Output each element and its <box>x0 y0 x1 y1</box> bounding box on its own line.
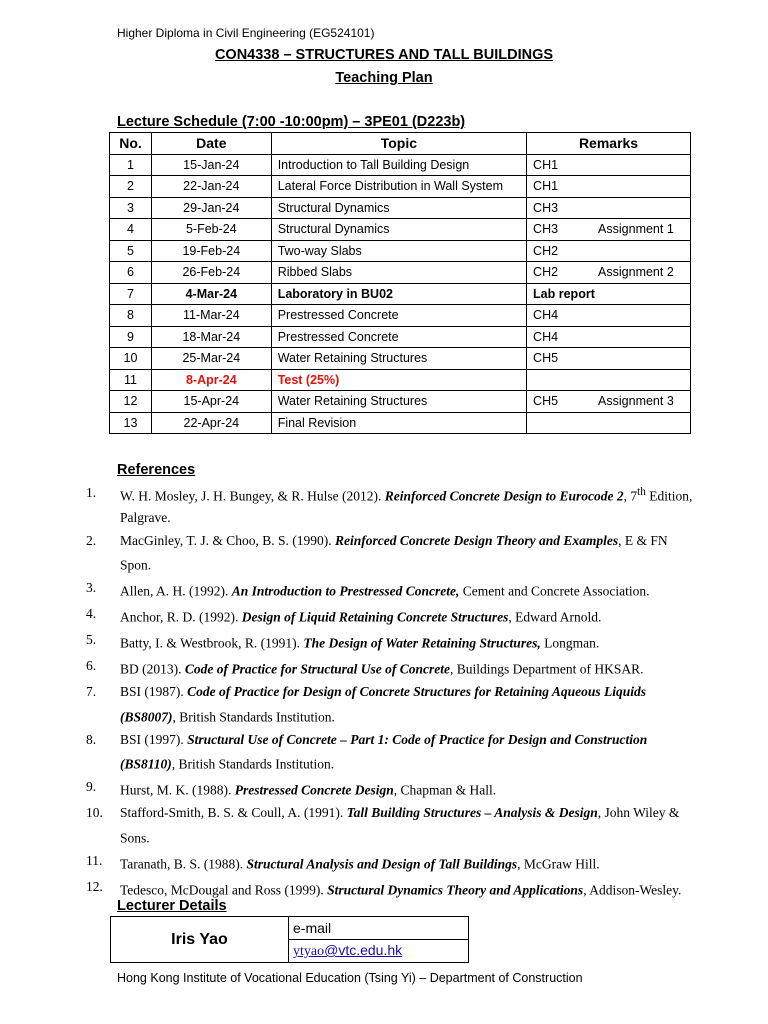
reference-publisher: , British Standards Institution. <box>171 756 335 772</box>
table-row <box>110 283 691 305</box>
reference-publisher: , Chapman & Hall. <box>393 782 497 798</box>
row-date: 19-Feb-24 <box>151 240 271 262</box>
reference-authors: Anchor, R. D. (1992). <box>120 609 242 625</box>
row-remarks <box>527 219 691 241</box>
reference-number: 1. <box>86 485 97 500</box>
remarks-chapter: CH5 <box>533 351 559 366</box>
schedule-heading: Lecture Schedule (7:00 -10:00pm) – 3PE01 (D223b) <box>117 114 466 130</box>
reference-text <box>120 530 698 577</box>
reference-number: 7. <box>86 684 97 699</box>
row-number: 4 <box>110 219 152 241</box>
remarks-chapter: CH4 <box>533 329 559 344</box>
remarks-note: Assignment 3 <box>598 394 674 409</box>
reference-publisher: , 7 <box>623 488 638 504</box>
table-row <box>110 262 691 284</box>
reference-title: Structural Analysis and Design of Tall Buildings <box>246 856 518 871</box>
reference-title: An Introduction to Prestressed Concrete, <box>231 583 460 599</box>
reference-item <box>86 577 698 602</box>
table-header-row <box>110 133 691 155</box>
remarks-chapter: CH2 <box>533 243 559 258</box>
remarks-chapter: CH3 <box>533 222 559 237</box>
row-remarks <box>527 348 691 370</box>
reference-item <box>86 776 698 801</box>
row-remarks <box>527 283 691 305</box>
row-topic: Ribbed Slabs <box>271 262 526 284</box>
plan-title: Teaching Plan <box>335 70 433 86</box>
row-date: 22-Apr-24 <box>151 412 271 434</box>
table-row <box>110 305 691 327</box>
reference-number: 5. <box>86 632 97 647</box>
row-topic: Structural Dynamics <box>271 219 526 241</box>
row-date: 5-Feb-24 <box>151 219 271 241</box>
row-remarks <box>527 326 691 348</box>
reference-authors: BSI (1997). <box>120 731 188 747</box>
table-row <box>110 154 691 176</box>
row-number: 7 <box>110 283 152 305</box>
reference-item <box>86 482 698 529</box>
row-number: 1 <box>110 154 152 176</box>
reference-number: 6. <box>86 658 97 673</box>
reference-superscript: th <box>637 486 646 498</box>
reference-number: 4. <box>86 606 97 621</box>
remarks-chapter: CH1 <box>533 179 559 194</box>
row-remarks <box>527 412 691 434</box>
reference-publisher: Longman. <box>540 635 600 651</box>
reference-item <box>86 603 698 628</box>
row-topic: Laboratory in BU02 <box>271 283 526 305</box>
remarks-chapter: CH1 <box>533 157 559 172</box>
table-row <box>110 176 691 198</box>
row-date: 18-Mar-24 <box>151 326 271 348</box>
reference-text <box>120 681 698 728</box>
row-number: 9 <box>110 326 152 348</box>
reference-number: 10. <box>86 805 103 820</box>
remarks-chapter: Lab report <box>533 286 595 301</box>
reference-number: 9. <box>86 779 97 794</box>
schedule-body <box>110 154 691 434</box>
references-heading: References <box>117 462 196 478</box>
table-row <box>110 326 691 348</box>
reference-title: Tall Building Structures – Analysis & Design <box>346 805 598 820</box>
reference-title: Structural Use of Concrete – Part 1: Code of Practice for Design and Construction (BS8110) <box>120 731 648 772</box>
email-domain: @vtc.edu.hk <box>324 942 403 958</box>
row-date: 15-Jan-24 <box>151 154 271 176</box>
lecturer-heading: Lecturer Details <box>117 898 227 914</box>
reference-authors: Tedesco, McDougal and Ross (1999). <box>120 882 328 897</box>
row-date: 15-Apr-24 <box>151 391 271 413</box>
reference-publisher: , McGraw Hill. <box>517 856 600 871</box>
reference-publisher: , E & FN Spon. <box>120 532 668 573</box>
row-topic: Final Revision <box>271 412 526 434</box>
reference-authors: MacGinley, T. J. & Choo, B. S. (1990). <box>120 532 335 548</box>
row-topic: Structural Dynamics <box>271 197 526 219</box>
row-topic: Prestressed Concrete <box>271 305 526 327</box>
reference-authors: Taranath, B. S. (1988). <box>120 856 247 871</box>
reference-title: Code of Practice for Design of Concrete Structures for Retaining Aqueous Liquids (BS8007) <box>120 684 647 724</box>
remarks-chapter: CH3 <box>533 200 559 215</box>
row-topic: Prestressed Concrete <box>271 326 526 348</box>
reference-publisher: , Edward Arnold. <box>508 609 602 625</box>
email-user: ytyao <box>293 944 325 959</box>
row-number: 8 <box>110 305 152 327</box>
reference-number: 2. <box>86 532 97 548</box>
row-number: 5 <box>110 240 152 262</box>
row-number: 6 <box>110 262 152 284</box>
reference-text <box>120 776 698 801</box>
reference-text <box>120 655 698 680</box>
reference-item <box>86 876 698 901</box>
row-topic: Introduction to Tall Building Design <box>271 154 526 176</box>
reference-number: 8. <box>86 731 97 747</box>
reference-item <box>86 729 698 776</box>
row-remarks <box>527 154 691 176</box>
reference-number: 11. <box>86 852 103 868</box>
reference-title: Reinforced Concrete Design Theory and Examples <box>335 532 619 548</box>
reference-item <box>86 530 698 577</box>
reference-item <box>86 681 698 728</box>
reference-item <box>86 629 698 654</box>
course-title: CON4338 – STRUCTURES AND TALL BUILDINGS <box>214 47 554 63</box>
reference-title: Prestressed Concrete Design <box>234 782 394 798</box>
email-label: e-mail <box>289 917 469 940</box>
reference-text <box>120 577 698 602</box>
reference-text <box>120 603 698 628</box>
row-number: 3 <box>110 197 152 219</box>
reference-title: Code of Practice for Structural Use of Concrete <box>184 661 450 677</box>
row-number: 12 <box>110 391 152 413</box>
row-date: 22-Jan-24 <box>151 176 271 198</box>
row-remarks <box>527 305 691 327</box>
reference-publisher: , British Standards Institution. <box>172 709 335 724</box>
reference-item <box>86 802 698 849</box>
reference-publisher-cont: Edition, Palgrave. <box>120 488 693 525</box>
row-topic: Test (25%) <box>271 369 526 391</box>
remarks-chapter: CH2 <box>533 265 559 280</box>
reference-authors: Stafford-Smith, B. S. & Coull, A. (1991). <box>120 805 347 820</box>
reference-text <box>120 850 698 875</box>
table-row <box>110 348 691 370</box>
remarks-chapter: CH4 <box>533 308 559 323</box>
table-row <box>110 240 691 262</box>
table-row <box>110 369 691 391</box>
reference-item <box>86 655 698 680</box>
lecturer-name: Iris Yao <box>111 917 289 963</box>
column-header-remarks: Remarks <box>527 133 691 155</box>
row-topic: Two-way Slabs <box>271 240 526 262</box>
row-topic: Water Retaining Structures <box>271 391 526 413</box>
row-remarks <box>527 176 691 198</box>
reference-title: Design of Liquid Retaining Concrete Structures <box>241 609 509 625</box>
row-date: 8-Apr-24 <box>151 369 271 391</box>
row-remarks <box>527 369 691 391</box>
footer: Hong Kong Institute of Vocational Education (Tsing Yi) – Department of Construction <box>117 971 583 985</box>
remarks-note: Assignment 1 <box>598 222 674 237</box>
table-row <box>110 219 691 241</box>
remarks-chapter: CH5 <box>533 394 559 409</box>
row-remarks <box>527 262 691 284</box>
row-number: 10 <box>110 348 152 370</box>
reference-publisher: , John Wiley & Sons. <box>120 805 680 845</box>
lecturer-table <box>110 916 469 963</box>
reference-text <box>120 729 698 776</box>
reference-authors: BD (2013). <box>120 661 185 677</box>
row-number: 13 <box>110 412 152 434</box>
row-remarks <box>527 197 691 219</box>
reference-publisher: Cement and Concrete Association. <box>459 583 650 599</box>
reference-title: The Design of Water Retaining Structures, <box>303 635 541 651</box>
reference-text <box>120 802 698 849</box>
row-topic: Lateral Force Distribution in Wall System <box>271 176 526 198</box>
reference-number: 12. <box>86 878 103 894</box>
references-list <box>86 482 698 902</box>
lecture-schedule-table <box>109 132 691 434</box>
table-row <box>110 412 691 434</box>
reference-authors: W. H. Mosley, J. H. Bungey, & R. Hulse (2012). <box>120 488 385 504</box>
reference-text <box>120 482 698 529</box>
reference-text <box>120 876 698 901</box>
row-remarks <box>527 240 691 262</box>
remarks-note: Assignment 2 <box>598 265 674 280</box>
reference-title: Reinforced Concrete Design to Eurocode 2 <box>384 488 624 504</box>
reference-text <box>120 629 698 654</box>
row-date: 11-Mar-24 <box>151 305 271 327</box>
row-topic: Water Retaining Structures <box>271 348 526 370</box>
row-number: 11 <box>110 369 152 391</box>
reference-authors: Allen, A. H. (1992). <box>120 583 232 599</box>
reference-title: Structural Dynamics Theory and Applications <box>327 882 584 897</box>
column-header-topic: Topic <box>271 133 526 155</box>
document-header: Higher Diploma in Civil Engineering (EG524101) <box>117 26 375 40</box>
reference-authors: Hurst, M. K. (1988). <box>120 782 235 798</box>
email-link[interactable] <box>289 940 469 963</box>
reference-number: 3. <box>86 580 97 595</box>
table-row <box>110 391 691 413</box>
reference-authors: BSI (1987). <box>120 684 188 699</box>
reference-publisher: , Addison-Wesley. <box>583 882 682 897</box>
column-header-no: No. <box>110 133 152 155</box>
row-number: 2 <box>110 176 152 198</box>
table-row <box>110 197 691 219</box>
row-remarks <box>527 391 691 413</box>
column-header-date: Date <box>151 133 271 155</box>
reference-publisher: , Buildings Department of HKSAR. <box>449 661 644 677</box>
row-date: 4-Mar-24 <box>151 283 271 305</box>
row-date: 29-Jan-24 <box>151 197 271 219</box>
reference-item <box>86 850 698 875</box>
reference-authors: Batty, I. & Westbrook, R. (1991). <box>120 635 304 651</box>
row-date: 26-Feb-24 <box>151 262 271 284</box>
row-date: 25-Mar-24 <box>151 348 271 370</box>
